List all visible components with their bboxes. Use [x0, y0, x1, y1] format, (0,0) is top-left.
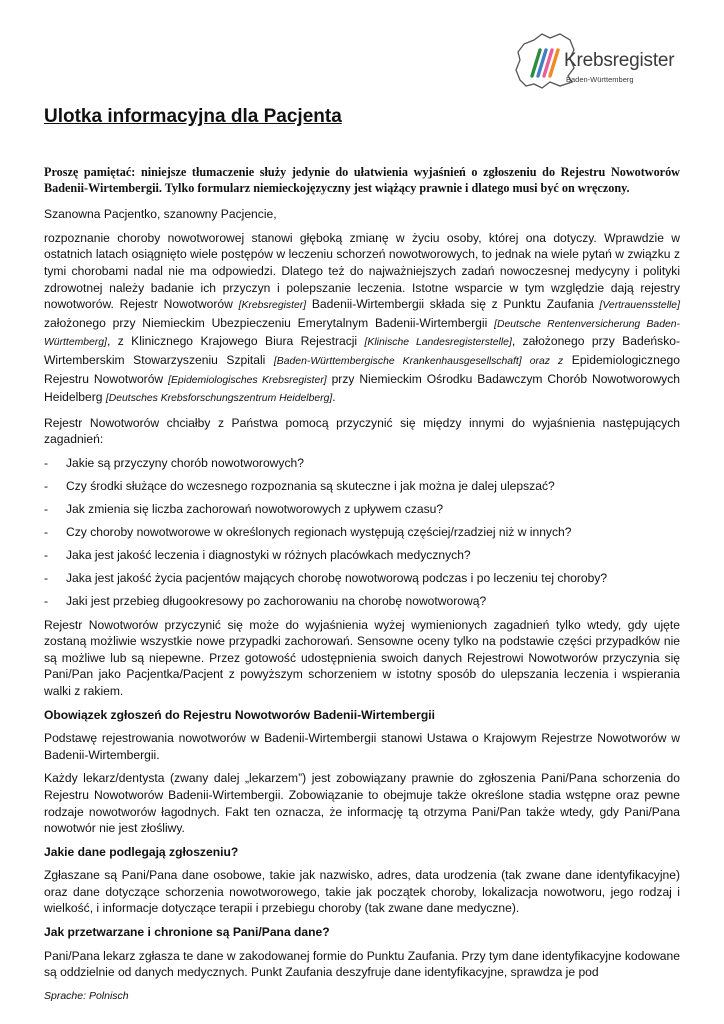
- section-paragraph: Zgłaszane są Pani/Pana dane osobowe, takie jak nazwisko, adres, data urodzenia (tak zwane dane identyfikacyjne) oraz dane dotyczące schorzenia nowotworowego, takie jak początek choroby, lokalizacja nowotworu, jego rodzaj i wielkość, i informacje dotyczące terapii i przebiegu choroby (tak zwane dane medyczne).: [44, 868, 680, 916]
- logo-title: Krebsregister: [564, 50, 675, 71]
- intro-text-6: Epidemiologicznego Rejestru Nowotworów: [44, 352, 680, 386]
- list-dash: -: [44, 455, 49, 470]
- list-dash: -: [44, 594, 49, 609]
- intro-text-5: , założonego przy Badeńsko-Wirtemberskim Stowarzyszeniu Szpitali: [44, 334, 680, 367]
- list-item: [44, 455, 680, 472]
- list-dash: -: [44, 479, 49, 493]
- intro-term-3: [Deutsche Rentenversicherung Baden-Württemberg]: [44, 318, 680, 349]
- section-paragraph: Każdy lekarz/dentysta (zwany dalej „lekarzem”) jest zobowiązany prawnie do zgłoszenia Pani/Pana schorzenia do Rejestru Nowotworów Badenii-Wirtembergii. Zobowiązanie to obejmuje także określone stadia wstępne oraz pewne rodzaje nowotworów łagodnych. Fakt ten oznacza, że informację tą otrzyma Pani/Pan także wtedy, gdy Pani/Pana nowotwór nie jest złośliwy.: [44, 771, 680, 836]
- list-dash: -: [44, 525, 49, 540]
- list-item: [44, 524, 680, 541]
- list-item-text: Jaka jest jakość leczenia i diagnostyki w różnych placówkach medycznych?: [66, 548, 471, 563]
- intro-term-1: [Krebsregister]: [238, 300, 307, 312]
- intro-text-2: Badenii-Wirtembergii składa się z Punktu Zaufania: [306, 297, 600, 312]
- list-item: [44, 570, 680, 587]
- section-heading-data-processing: Jak przetwarzane i chronione są Pani/Pana dane?: [44, 925, 330, 940]
- list-item-text: Jaki jest przebieg długookresowy po zachorowaniu na chorobę nowotworową?: [66, 594, 487, 609]
- intro-term-7: [Deutsches Krebsforschungszentrum Heidelberg]: [105, 393, 333, 405]
- list-dash: -: [44, 548, 49, 563]
- intro-text-4: , z Klinicznego Krajowego Biura Rejestracji: [106, 334, 365, 349]
- after-questions-paragraph: Rejestr Nowotworów przyczynić się może do wyjaśnienia wyżej wymienionych zagadnień tylko wtedy, gdy ujęte zostaną możliwie wszystkie nowe przypadki zachorowań. Sensowne oceny tylko na podstawie części przypadków nie są możliwe lub są niepewne. Przez gotowość udostępnienia swoich danych Rejestrowi Nowotworów przyczynia się Pani/Pan jako Pacjentka/Pacjent z powyższym schorzeniem w istotny sposób do ulepszania leczenia i wspierania walki z rakiem.: [44, 617, 680, 698]
- page-title: Ulotka informacyjna dla Pacjenta: [44, 106, 342, 127]
- section-paragraph: Pani/Pana lekarz zgłasza te dane w zakodowanej formie do Punktu Zaufania. Przy tym dane identyfikacyjne kodowane są oddzielnie od danych medycznych. Punkt Zaufania deszyfruje dane identyfikacyjne, sprawdza je pod: [44, 948, 680, 980]
- list-item-text: Jakie są przyczyny chorób nowotworowych?: [66, 455, 304, 470]
- document-body: [44, 165, 680, 988]
- intro-paragraph: [44, 230, 680, 408]
- greeting: Szanowna Pacjentko, szanowny Pacjencie,: [44, 207, 277, 222]
- section-heading-reporting-obligation: Obowiązek zgłoszeń do Rejestru Nowotworów Badenii-Wirtembergii: [44, 707, 435, 722]
- intro-term-5: [Baden-Württembergische Krankenhausgesellschaft] oraz z: [273, 355, 564, 367]
- section-paragraph: Podstawę rejestrowania nowotworów w Badenii-Wirtembergii stanowi Ustawa o Krajowym Rejestrze Nowotworów w Badenii-Wirtembergii.: [44, 731, 680, 762]
- krebsregister-logo: [512, 30, 692, 90]
- intro-text-3: założonego przy Niemieckim Ubezpieczeniu Emerytalnym Badenii-Wirtembergii: [44, 315, 495, 330]
- section-heading-reported-data: Jakie dane podlegają zgłoszeniu?: [44, 844, 239, 859]
- list-item-text: Czy środki służące do wczesnego rozpoznania są skuteczne i jak można je dalej ulepszać?: [66, 479, 555, 493]
- questions-list: [44, 455, 680, 610]
- list-item-text: Jak zmienia się liczba zachorowań nowotworowych z upływem czasu?: [66, 502, 444, 517]
- list-item: [44, 593, 680, 610]
- intro-term-2: [Vertrauensstelle]: [599, 300, 680, 312]
- list-item: [44, 501, 680, 518]
- questions-intro: Rejestr Nowotworów chciałby z Państwa pomocą przyczynić się między innymi do wyjaśnienia następujących zagadnień:: [44, 415, 680, 447]
- list-dash: -: [44, 502, 49, 517]
- intro-term-4: [Klinische Landesregisterstelle]: [364, 337, 512, 349]
- list-dash: -: [44, 571, 49, 586]
- intro-text-8: .: [332, 390, 336, 405]
- list-item-text: Czy choroby nowotworowe w określonych regionach występują częściej/rzadziej niż w innych?: [66, 525, 572, 540]
- translation-notice: Proszę pamiętać: niniejsze tłumaczenie służy jedynie do ułatwienia wyjaśnień o zgłoszeniu do Rejestru Nowotworów Badenii-Wirtembergii. Tylko formularz niemieckojęzyczny jest wiążący prawnie i dlatego musi być on wręczony.: [44, 165, 680, 195]
- language-footer: Sprache: Polnisch: [44, 990, 129, 1002]
- intro-term-6: [Epidemiologisches Krebsregister]: [168, 374, 327, 386]
- intro-text-7: przy Niemieckim Ośrodku Badawczym Chorób Nowotworowych Heidelberg: [44, 371, 681, 405]
- list-item: [44, 547, 680, 564]
- list-item: [44, 478, 680, 495]
- intro-text-1: rozpoznanie choroby nowotworowej stanowi głęboką zmianę w życiu osoby, której ona dotyczy. Wprawdzie w ostatnich latach osiągnięto wiele postępów w leczeniu schorzeń nowotworowych, to jednak na wiele pytań w związku z tymi chorobami nadal nie ma odpowiedzi. Dlatego też do najważniejszych zadań nowoczesnej medycyny i polityki zdrowotnej należy badanie ich przyczyn i polepszanie leczenia. Istotne wsparcie w tym względzie dają rejestry nowotworów. Rejestr Nowotworów: [44, 230, 680, 312]
- list-item-text: Jaka jest jakość życia pacjentów mających chorobę nowotworową podczas i po leczeniu tej choroby?: [66, 571, 608, 586]
- logo-subtitle: Baden-Württemberg: [566, 75, 634, 84]
